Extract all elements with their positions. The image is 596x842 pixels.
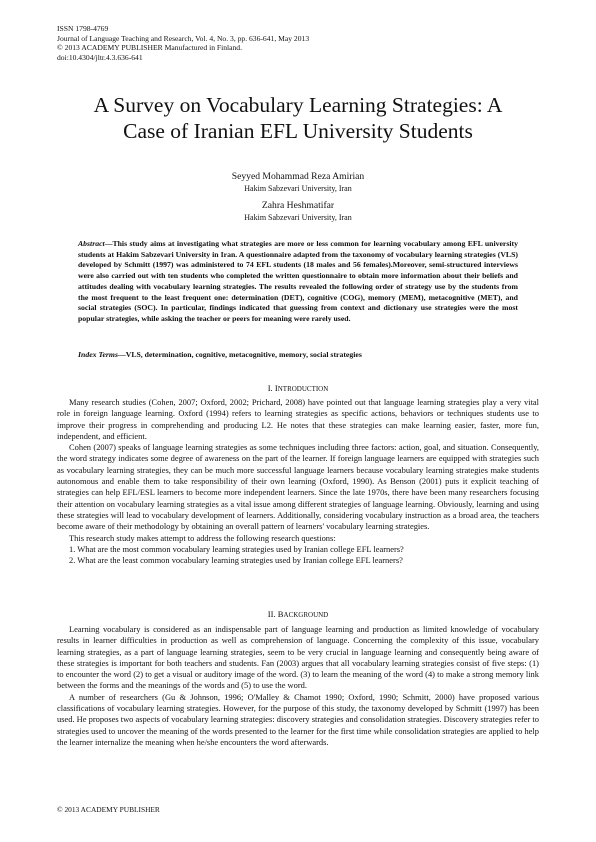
doi: doi:10.4304/jltr.4.3.636-641 — [57, 52, 143, 62]
paragraph: Many research studies (Cohen, 2007; Oxford, 2002; Prichard, 2008) have pointed out that language learning strategies play a very vital role in foreign language learning. Oxford (1994) refers to learning strategies as specific actions, behaviors or techniques students use to improve their progress in comprehending and producing L2. He notes that these strategies can make learning easier, faster, more fun, independent, and efficient. — [57, 397, 539, 441]
page-footer: © 2013 ACADEMY PUBLISHER — [57, 805, 160, 814]
index-terms — [78, 350, 518, 360]
abstract-text: —This study aims at investigating what strategies are more or less common for learning vocabulary among EFL university students at Hakim Sabzevari University in Iran. A questionnaire adapted from the taxonomy of vocabulary learning strategies (VLS) developed by Schmitt (1997) was administered to 74 EFL students (18 males and 56 females).Moreover, semi-structured interviews were also carried out with ten students who completed the written questionnaire to obtain more information about their beliefs and attitudes dealing with vocabulary learning strategies. The results revealed the following order of strategy use by the students from the most frequent to the least frequent one: determination (DET), cognitive (COG), memory (MEM), metacognitive (MET), and social strategies (SOC). In particular, findings indicated that guessing from context and dictionary use strategies were the most popular strategies, while asking the teacher or peers for meaning were rarely used. — [78, 239, 518, 323]
author-name: Zahra Heshmatifar — [261, 200, 335, 211]
copyright-line: © 2013 ACADEMY PUBLISHER Manufactured in Finland. — [57, 43, 242, 53]
section-heading-introduction: I. INTRODUCTION — [267, 383, 329, 393]
index-terms-text: —VLS, determination, cognitive, metacognitive, memory, social strategies — [117, 350, 362, 359]
abstract — [78, 239, 518, 325]
paragraph: A number of researchers (Gu & Johnson, 1996; O'Malley & Chamot 1990; Oxford, 1990; Schmitt, 2000) have proposed various classifications of vocabulary learning strategies. However, for the purpose of this study, the taxonomy developed by Schmitt (1997) has been used. He proposes two aspects of vocabulary learning strategies: discovery strategies and consolidation strategies. Discovery strategies refer to strategies used to uncover the meaning of the words presented to the learner for the first time while consolidation strategies are applied to help the learner internalize the meaning when he/she encounters the word afterwards. — [57, 691, 539, 747]
index-terms-label: Index Terms — [78, 350, 118, 359]
paragraph: This research study makes attempt to address the following research questions: — [69, 532, 336, 543]
issn: ISSN 1798-4769 — [57, 24, 109, 33]
research-question: 1. What are the most common vocabulary learning strategies used by Iranian college EFL learners? — [69, 543, 404, 554]
author-affiliation: Hakim Sabzevari University, Iran — [244, 213, 352, 222]
paper-title — [40, 92, 556, 144]
journal-meta — [57, 24, 309, 62]
title-line-1: A Survey on Vocabulary Learning Strategies: A — [93, 93, 503, 117]
introduction-body — [57, 397, 539, 566]
author-affiliation: Hakim Sabzevari University, Iran — [244, 184, 352, 193]
abstract-label: Abstract — [78, 239, 105, 248]
paragraph: Cohen (2007) speaks of language learning strategies as some techniques including three factors: action, goal, and situation. Consequently, the word strategy indicates some degree of awareness on the part of the learner. If foreign language learners are equipped with strategies such as vocabulary learning strategies, they can be much more successful language learners because vocabulary learning strategies make students autonomous and enable them to take responsibility of their own learning (Oxford, 1990). As Benson (2001) puts it explicit teaching of strategies can help EFL/ESL learners to become more independent learners. Since the late 1970s, there have been many researchers focusing their attention on vocabulary learning strategies as a vital issue among different strategies of language learning. Obviously, learning and using these strategies will lead to vocabulary development of learners. Additionally, considering vocabulary instruction as a broad area, the teachers become aware of their methodology by obtaining an overall pattern of learners' vocabulary learning strategies. — [57, 442, 539, 532]
background-body — [57, 624, 539, 748]
journal-citation: Journal of Language Teaching and Research, Vol. 4, No. 3, pp. 636-641, May 2013 — [57, 33, 310, 43]
title-line-2: Case of Iranian EFL University Students — [123, 119, 473, 143]
section-heading-background: II. BACKGROUND — [267, 609, 329, 619]
author-name: Seyyed Mohammad Reza Amirian — [231, 171, 365, 182]
research-question: 2. What are the least common vocabulary learning strategies used by Iranian college EFL learners? — [69, 555, 403, 566]
paragraph: Learning vocabulary is considered as an indispensable part of language learning and production as limited knowledge of vocabulary results in learner difficulties in production as well as comprehension of language. Concerning the complexity of this issue, vocabulary learning strategies, as a part of language learning strategies, seem to be very crucial in language learning and consequently being aware of these strategies is important for both teachers and students. Fan (2003) argues that all vocabulary learning strategies consist of five steps: (1) to encounter the word (2) to get a visual or auditory image of the word. (3) to learn the meaning of the word (4) to make a strong memory link between the forms and the meanings of the words and (5) to use the word. — [57, 624, 539, 691]
